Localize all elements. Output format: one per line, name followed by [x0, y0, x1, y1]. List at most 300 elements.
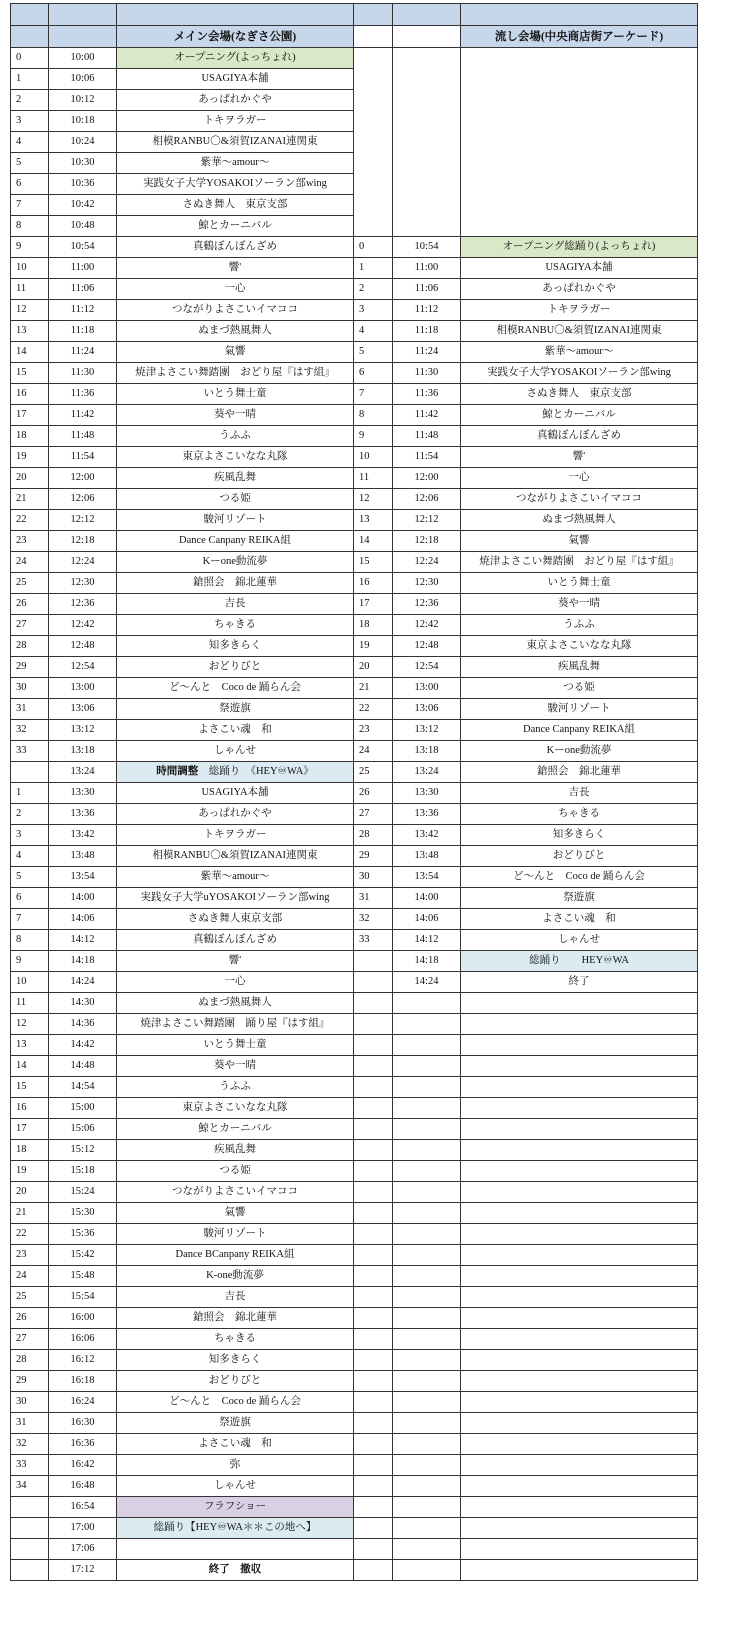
parade-empty-cell — [393, 1077, 461, 1098]
main-team-cell: USAGIYA本舗 — [117, 783, 354, 804]
parade-order-cell: 28 — [354, 825, 393, 846]
table-row — [11, 69, 698, 90]
main-time-cell: 13:36 — [49, 804, 117, 825]
table-row — [11, 1518, 698, 1539]
parade-empty-cell — [354, 1518, 393, 1539]
parade-empty-cell — [354, 1392, 393, 1413]
header-blank-cell — [11, 26, 49, 48]
table-row — [11, 468, 698, 489]
parade-empty-cell — [393, 195, 461, 216]
main-team-cell: うふふ — [117, 426, 354, 447]
table-row — [11, 510, 698, 531]
parade-team-cell: ど〜んと Coco de 踊らん会 — [461, 867, 698, 888]
main-order-cell: 30 — [11, 678, 49, 699]
parade-order-cell — [354, 951, 393, 972]
main-team-cell: 吉長 — [117, 1287, 354, 1308]
parade-team-cell: 一心 — [461, 468, 698, 489]
parade-empty-cell — [393, 1056, 461, 1077]
parade-time-cell: 13:00 — [393, 678, 461, 699]
parade-order-cell: 24 — [354, 741, 393, 762]
parade-empty-cell — [461, 1224, 698, 1245]
main-order-cell — [11, 1560, 49, 1581]
parade-empty-cell — [393, 1455, 461, 1476]
main-team-cell: 知多きらく — [117, 636, 354, 657]
table-row — [11, 867, 698, 888]
parade-empty-cell — [393, 153, 461, 174]
table-row — [11, 531, 698, 552]
table-row — [11, 909, 698, 930]
parade-time-cell: 12:42 — [393, 615, 461, 636]
parade-empty-cell — [354, 1203, 393, 1224]
parade-team-cell: 疾風乱舞 — [461, 657, 698, 678]
parade-empty-cell — [354, 1371, 393, 1392]
header-blank-cell — [354, 26, 393, 48]
main-time-cell: 12:12 — [49, 510, 117, 531]
parade-empty-cell — [354, 1539, 393, 1560]
main-order-cell: 8 — [11, 930, 49, 951]
parade-empty-cell — [354, 1560, 393, 1581]
parade-empty-cell — [393, 1497, 461, 1518]
main-order-cell: 9 — [11, 951, 49, 972]
main-team-cell: Kーone動流夢 — [117, 552, 354, 573]
parade-order-cell: 1 — [354, 258, 393, 279]
main-team-cell: 紫華〜amour〜 — [117, 153, 354, 174]
parade-empty-cell — [354, 1077, 393, 1098]
parade-time-cell: 11:36 — [393, 384, 461, 405]
table-row — [11, 132, 698, 153]
main-time-cell: 12:18 — [49, 531, 117, 552]
main-team-cell: 焼津よさこい舞踏團 踊り屋『はす組』 — [117, 1014, 354, 1035]
parade-empty-cell — [461, 1203, 698, 1224]
main-team-cell: 葵や一晴 — [117, 405, 354, 426]
parade-empty-cell — [354, 1476, 393, 1497]
main-time-cell: 10:06 — [49, 69, 117, 90]
parade-empty-cell — [461, 1518, 698, 1539]
parade-order-cell: 20 — [354, 657, 393, 678]
main-time-cell: 17:00 — [49, 1518, 117, 1539]
parade-order-cell: 3 — [354, 300, 393, 321]
parade-team-cell: 実践女子大学YOSAKOIソーラン部wing — [461, 363, 698, 384]
main-time-cell: 15:00 — [49, 1098, 117, 1119]
parade-empty-cell — [461, 153, 698, 174]
main-time-cell: 10:00 — [49, 48, 117, 69]
parade-empty-cell — [393, 1245, 461, 1266]
parade-team-cell: よさこい魂 和 — [461, 909, 698, 930]
main-order-cell: 29 — [11, 1371, 49, 1392]
main-time-cell: 15:24 — [49, 1182, 117, 1203]
parade-empty-cell — [461, 1014, 698, 1035]
table-row — [11, 216, 698, 237]
parade-team-cell: しゃんせ — [461, 930, 698, 951]
main-team-cell: Dance Canpany REIKA組 — [117, 531, 354, 552]
main-order-cell: 12 — [11, 1014, 49, 1035]
table-row — [11, 636, 698, 657]
parade-empty-cell — [461, 1392, 698, 1413]
main-team-cell: 東京よさこいなな丸隊 — [117, 447, 354, 468]
main-order-cell: 23 — [11, 531, 49, 552]
header-blank-cell — [49, 26, 117, 48]
main-team-cell: 氣響 — [117, 1203, 354, 1224]
parade-time-cell: 11:00 — [393, 258, 461, 279]
main-order-cell: 13 — [11, 1035, 49, 1056]
parade-order-cell — [354, 972, 393, 993]
main-time-cell: 13:18 — [49, 741, 117, 762]
main-order-cell: 24 — [11, 1266, 49, 1287]
main-time-cell: 15:42 — [49, 1245, 117, 1266]
main-time-cell: 11:24 — [49, 342, 117, 363]
main-team-cell: ぬまづ熱風舞人 — [117, 321, 354, 342]
parade-order-cell: 13 — [354, 510, 393, 531]
main-time-cell: 10:24 — [49, 132, 117, 153]
parade-time-cell: 14:00 — [393, 888, 461, 909]
main-time-cell: 12:42 — [49, 615, 117, 636]
main-order-cell — [11, 762, 49, 783]
table-row — [11, 1413, 698, 1434]
main-order-cell: 10 — [11, 972, 49, 993]
main-order-cell: 20 — [11, 1182, 49, 1203]
header-row-1 — [11, 4, 698, 26]
parade-empty-cell — [461, 132, 698, 153]
table-row — [11, 342, 698, 363]
parade-order-cell: 22 — [354, 699, 393, 720]
table-row — [11, 1455, 698, 1476]
main-time-cell: 10:12 — [49, 90, 117, 111]
table-row — [11, 1392, 698, 1413]
parade-team-cell: 紫華〜amour〜 — [461, 342, 698, 363]
table-row — [11, 825, 698, 846]
parade-empty-cell — [393, 111, 461, 132]
main-time-cell: 12:48 — [49, 636, 117, 657]
parade-empty-cell — [461, 1497, 698, 1518]
soodori-label: 総踊り 《HEY♾WA》 — [198, 766, 314, 777]
main-time-cell: 11:48 — [49, 426, 117, 447]
main-team-cell: 終了 撤収 — [117, 1560, 354, 1581]
parade-order-cell: 23 — [354, 720, 393, 741]
header-blank-cell — [393, 4, 461, 26]
parade-time-cell: 12:06 — [393, 489, 461, 510]
main-order-cell: 17 — [11, 1119, 49, 1140]
main-order-cell: 27 — [11, 1329, 49, 1350]
main-time-cell: 13:12 — [49, 720, 117, 741]
main-time-cell: 14:42 — [49, 1035, 117, 1056]
parade-order-cell: 30 — [354, 867, 393, 888]
parade-team-cell: 祭遊旗 — [461, 888, 698, 909]
main-order-cell: 19 — [11, 447, 49, 468]
main-team-cell: 紫華〜amour〜 — [117, 867, 354, 888]
parade-empty-cell — [354, 1014, 393, 1035]
parade-order-cell: 32 — [354, 909, 393, 930]
main-team-cell: 駿河リゾート — [117, 510, 354, 531]
main-time-cell: 11:18 — [49, 321, 117, 342]
parade-team-cell: 総踊り HEY♾WA — [461, 951, 698, 972]
parade-time-cell: 13:48 — [393, 846, 461, 867]
parade-empty-cell — [393, 1518, 461, 1539]
parade-empty-cell — [354, 1455, 393, 1476]
table-row — [11, 48, 698, 69]
parade-empty-cell — [461, 1560, 698, 1581]
parade-empty-cell — [461, 90, 698, 111]
main-order-cell: 1 — [11, 69, 49, 90]
main-order-cell: 30 — [11, 1392, 49, 1413]
table-row — [11, 1371, 698, 1392]
table-row — [11, 804, 698, 825]
main-order-cell: 25 — [11, 1287, 49, 1308]
main-team-cell: ど〜んと Coco de 踊らん会 — [117, 1392, 354, 1413]
parade-time-cell: 13:12 — [393, 720, 461, 741]
main-time-cell: 16:12 — [49, 1350, 117, 1371]
table-row — [11, 657, 698, 678]
main-order-cell: 14 — [11, 342, 49, 363]
main-team-cell: 鯨とカーニバル — [117, 216, 354, 237]
table-row — [11, 552, 698, 573]
main-order-cell: 17 — [11, 405, 49, 426]
main-order-cell: 2 — [11, 90, 49, 111]
parade-time-cell: 12:30 — [393, 573, 461, 594]
parade-order-cell: 12 — [354, 489, 393, 510]
parade-time-cell: 12:54 — [393, 657, 461, 678]
header-blank-cell — [11, 4, 49, 26]
header-blank-cell — [393, 26, 461, 48]
main-team-cell: 響' — [117, 258, 354, 279]
parade-empty-cell — [393, 1035, 461, 1056]
parade-time-cell: 12:48 — [393, 636, 461, 657]
main-order-cell: 11 — [11, 279, 49, 300]
main-team-cell: 一心 — [117, 972, 354, 993]
parade-empty-cell — [354, 90, 393, 111]
main-time-cell: 14:24 — [49, 972, 117, 993]
main-order-cell: 5 — [11, 153, 49, 174]
table-row — [11, 300, 698, 321]
main-order-cell: 11 — [11, 993, 49, 1014]
table-row — [11, 426, 698, 447]
table-row — [11, 1140, 698, 1161]
parade-team-cell: 響' — [461, 447, 698, 468]
main-time-cell: 11:54 — [49, 447, 117, 468]
main-time-cell: 14:36 — [49, 1014, 117, 1035]
parade-empty-cell — [461, 69, 698, 90]
main-team-cell: 実践女子大学YOSAKOIソーラン部wing — [117, 174, 354, 195]
parade-empty-cell — [393, 1308, 461, 1329]
table-row — [11, 447, 698, 468]
main-order-cell: 3 — [11, 825, 49, 846]
parade-empty-cell — [393, 1203, 461, 1224]
main-team-cell: ちゃきる — [117, 615, 354, 636]
main-team-cell: 疾風乱舞 — [117, 1140, 354, 1161]
parade-empty-cell — [354, 1056, 393, 1077]
main-time-cell: 14:18 — [49, 951, 117, 972]
main-time-cell: 10:36 — [49, 174, 117, 195]
main-order-cell: 22 — [11, 510, 49, 531]
parade-team-cell: Dance Canpany REIKA組 — [461, 720, 698, 741]
parade-empty-cell — [354, 1266, 393, 1287]
parade-team-cell: つる姫 — [461, 678, 698, 699]
main-team-cell: おどりびと — [117, 657, 354, 678]
main-time-cell: 14:48 — [49, 1056, 117, 1077]
header-blank-cell — [461, 4, 698, 26]
parade-time-cell: 13:54 — [393, 867, 461, 888]
main-time-cell: 15:54 — [49, 1287, 117, 1308]
table-row — [11, 762, 698, 783]
main-time-cell: 12:54 — [49, 657, 117, 678]
main-team-cell: 駿河リゾート — [117, 1224, 354, 1245]
main-team-cell: 相模RANBU〇&須賀IZANAI連関東 — [117, 846, 354, 867]
main-team-cell: つながりよさこいイマココ — [117, 1182, 354, 1203]
parade-empty-cell — [354, 195, 393, 216]
parade-time-cell: 12:24 — [393, 552, 461, 573]
table-row — [11, 489, 698, 510]
table-row — [11, 615, 698, 636]
parade-team-cell: ちゃきる — [461, 804, 698, 825]
parade-team-cell: いとう舞士童 — [461, 573, 698, 594]
main-team-cell: 疾風乱舞 — [117, 468, 354, 489]
main-time-cell: 16:54 — [49, 1497, 117, 1518]
table-row — [11, 1329, 698, 1350]
main-order-cell — [11, 1518, 49, 1539]
parade-team-cell: さぬき舞人 東京支部 — [461, 384, 698, 405]
table-row — [11, 1539, 698, 1560]
main-time-cell: 16:18 — [49, 1371, 117, 1392]
parade-team-cell: つながりよさこいイマココ — [461, 489, 698, 510]
main-order-cell: 3 — [11, 111, 49, 132]
main-time-cell: 14:06 — [49, 909, 117, 930]
parade-team-cell: 葵や一晴 — [461, 594, 698, 615]
table-row — [11, 741, 698, 762]
parade-time-cell: 12:36 — [393, 594, 461, 615]
parade-order-cell: 5 — [354, 342, 393, 363]
parade-order-cell: 25 — [354, 762, 393, 783]
main-team-cell: うふふ — [117, 1077, 354, 1098]
main-team-cell: 真鶴ぼんぼんざめ — [117, 930, 354, 951]
main-team-cell: いとう舞士童 — [117, 1035, 354, 1056]
main-order-cell: 16 — [11, 1098, 49, 1119]
parade-empty-cell — [354, 1287, 393, 1308]
schedule-table — [10, 3, 698, 1581]
main-time-cell: 13:06 — [49, 699, 117, 720]
schedule-body — [11, 4, 698, 1581]
parade-team-cell: 真鶴ぼんぼんざめ — [461, 426, 698, 447]
parade-order-cell: 33 — [354, 930, 393, 951]
parade-time-cell: 12:00 — [393, 468, 461, 489]
parade-empty-cell — [461, 1245, 698, 1266]
parade-team-cell: 氣響 — [461, 531, 698, 552]
main-time-cell: 17:12 — [49, 1560, 117, 1581]
table-row — [11, 594, 698, 615]
main-time-cell: 16:24 — [49, 1392, 117, 1413]
table-row — [11, 1161, 698, 1182]
main-time-cell: 13:00 — [49, 678, 117, 699]
table-row — [11, 1434, 698, 1455]
main-time-cell: 13:42 — [49, 825, 117, 846]
main-team-cell: よさこい魂 和 — [117, 720, 354, 741]
main-time-cell: 14:30 — [49, 993, 117, 1014]
parade-team-cell: 東京よさこいなな丸隊 — [461, 636, 698, 657]
main-time-cell: 10:30 — [49, 153, 117, 174]
parade-empty-cell — [354, 1035, 393, 1056]
parade-team-cell: 相模RANBU〇&須賀IZANAI連関東 — [461, 321, 698, 342]
table-row — [11, 363, 698, 384]
parade-empty-cell — [461, 1308, 698, 1329]
table-row — [11, 195, 698, 216]
table-row — [11, 1476, 698, 1497]
main-team-cell: 弥 — [117, 1455, 354, 1476]
parade-empty-cell — [393, 1476, 461, 1497]
table-row — [11, 783, 698, 804]
parade-empty-cell — [354, 1434, 393, 1455]
main-order-cell: 16 — [11, 384, 49, 405]
main-team-cell: トキヲラガー — [117, 825, 354, 846]
main-order-cell: 26 — [11, 1308, 49, 1329]
main-order-cell: 31 — [11, 699, 49, 720]
parade-order-cell: 15 — [354, 552, 393, 573]
main-order-cell: 26 — [11, 594, 49, 615]
parade-team-cell: Kーone動流夢 — [461, 741, 698, 762]
main-time-cell: 13:24 — [49, 762, 117, 783]
main-order-cell: 14 — [11, 1056, 49, 1077]
parade-time-cell: 14:24 — [393, 972, 461, 993]
table-row — [11, 1119, 698, 1140]
main-time-cell: 12:36 — [49, 594, 117, 615]
parade-order-cell: 26 — [354, 783, 393, 804]
table-row — [11, 573, 698, 594]
main-time-cell: 12:06 — [49, 489, 117, 510]
main-order-cell — [11, 1497, 49, 1518]
main-team-cell: 祭遊旗 — [117, 1413, 354, 1434]
main-time-cell: 14:00 — [49, 888, 117, 909]
parade-empty-cell — [393, 1140, 461, 1161]
table-row — [11, 1308, 698, 1329]
table-row — [11, 237, 698, 258]
parade-time-cell: 13:36 — [393, 804, 461, 825]
main-time-cell: 11:42 — [49, 405, 117, 426]
main-team-cell: 実践女子大学uYOSAKOIソーラン部wing — [117, 888, 354, 909]
parade-empty-cell — [354, 1350, 393, 1371]
main-time-cell: 10:54 — [49, 237, 117, 258]
parade-empty-cell — [461, 1434, 698, 1455]
parade-empty-cell — [461, 1371, 698, 1392]
main-team-cell: さぬき舞人 東京支部 — [117, 195, 354, 216]
parade-empty-cell — [461, 1413, 698, 1434]
parade-empty-cell — [393, 1119, 461, 1140]
main-team-cell: ど〜んと Coco de 踊らん会 — [117, 678, 354, 699]
parade-time-cell: 11:42 — [393, 405, 461, 426]
header-blank-cell — [49, 4, 117, 26]
main-team-cell: オープニング(よっちょれ) — [117, 48, 354, 69]
parade-empty-cell — [393, 216, 461, 237]
parade-time-cell: 11:06 — [393, 279, 461, 300]
table-row — [11, 678, 698, 699]
main-time-cell: 12:00 — [49, 468, 117, 489]
main-team-cell: つる姫 — [117, 1161, 354, 1182]
main-time-cell: 11:00 — [49, 258, 117, 279]
main-order-cell: 1 — [11, 783, 49, 804]
parade-order-cell: 14 — [354, 531, 393, 552]
table-row — [11, 1056, 698, 1077]
parade-time-cell: 11:24 — [393, 342, 461, 363]
parade-empty-cell — [354, 111, 393, 132]
main-team-cell: しゃんせ — [117, 1476, 354, 1497]
table-row — [11, 1077, 698, 1098]
parade-empty-cell — [354, 1161, 393, 1182]
parade-order-cell: 16 — [354, 573, 393, 594]
table-row — [11, 279, 698, 300]
parade-time-cell: 11:18 — [393, 321, 461, 342]
main-time-cell: 11:30 — [49, 363, 117, 384]
parade-team-cell: 鎗照会 錦北蓮華 — [461, 762, 698, 783]
main-order-cell: 21 — [11, 1203, 49, 1224]
parade-time-cell: 12:12 — [393, 510, 461, 531]
main-order-cell: 18 — [11, 426, 49, 447]
parade-empty-cell — [354, 132, 393, 153]
